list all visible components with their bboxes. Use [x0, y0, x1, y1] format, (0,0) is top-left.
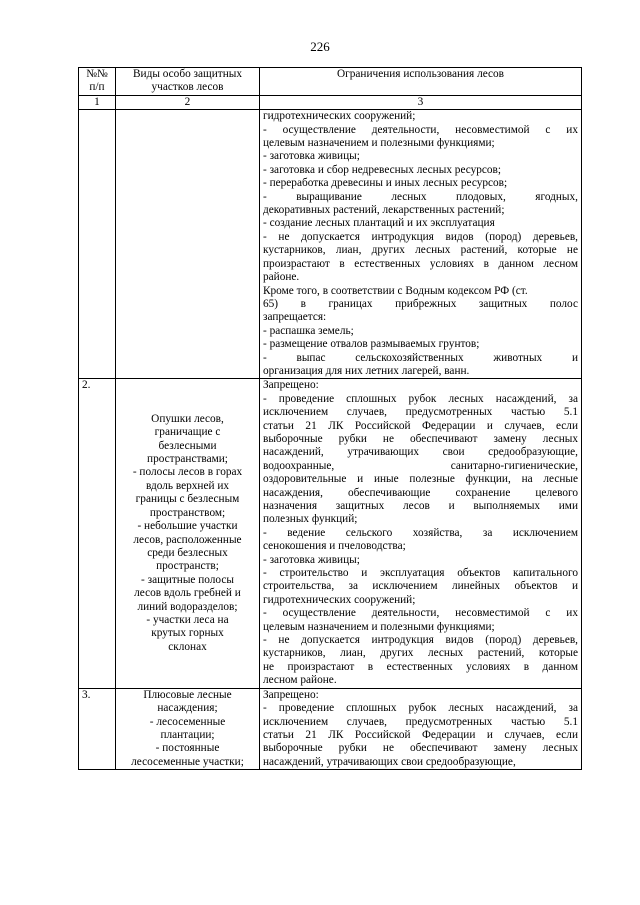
- page-number: 226: [310, 39, 330, 54]
- text-line: - заготовка живицы;: [263, 553, 360, 566]
- text-line: - не допускается интродукция видов (пород) деревьев,: [263, 230, 578, 243]
- restrictions-text: [263, 379, 578, 687]
- text-line: Плюсовые лесные: [143, 688, 232, 701]
- header-number: [79, 68, 116, 96]
- text-line: склонах: [168, 640, 207, 653]
- text-line: - переработка древесины и иных лесных ресурсов;: [263, 177, 508, 190]
- text-line: плантации;: [160, 728, 215, 741]
- text-line: целевым назначением и полезными функциями;: [263, 137, 495, 150]
- header-type-line: участков лесов: [151, 81, 224, 94]
- text-line: - защитные полосы: [141, 573, 234, 586]
- text-line: лесов вдоль гребней и: [134, 587, 241, 600]
- text-line: - выращивание лесных плодовых, ягодных,: [263, 190, 578, 203]
- text-line: гидротехнических сооружений;: [263, 593, 416, 606]
- text-line: границы с безлесным: [135, 493, 240, 506]
- text-line: исключением случаев, предусмотренных частью 5.1: [263, 406, 578, 419]
- row-number-cell: 2.: [79, 379, 116, 688]
- text-line: - осуществление деятельности, несовместимой с их: [263, 123, 578, 136]
- column-number-row: [79, 95, 582, 109]
- table-row-2: [79, 379, 582, 688]
- header-type: [116, 68, 260, 96]
- text-line: - размещение отвалов размываемых грунтов;: [263, 338, 480, 351]
- text-line: не произрастают в естественных условиях в данном: [263, 660, 578, 673]
- text-line: 65) в границах прибрежных защитных полос: [263, 297, 578, 310]
- header-number-line: п/п: [89, 81, 105, 94]
- text-line: районе.: [263, 271, 300, 284]
- text-line: линий водоразделов;: [137, 600, 238, 613]
- text-line: произрастают в естественных условиях в данном лесном: [263, 257, 578, 270]
- text-line: - проведение сплошных рубок лесных насаждений, за: [263, 702, 578, 715]
- text-line: лесном районе.: [263, 674, 337, 687]
- text-line: - полосы лесов в горах: [132, 466, 243, 479]
- text-line: Запрещено:: [263, 379, 319, 392]
- text-line: лесосеменные участки;: [131, 755, 244, 768]
- text-line: насаждений, утрачивающих свои средообразующие,: [263, 755, 516, 768]
- text-line: - строительство и эксплуатация объектов капитального: [263, 567, 578, 580]
- text-line: безлесными: [158, 439, 217, 452]
- text-line: гидротехнических сооружений;: [263, 110, 416, 123]
- text-line: - ведение сельского хозяйства, за исключением: [263, 526, 578, 539]
- text-line: насаждения, обеспечивающие сохранение целевого: [263, 486, 578, 499]
- text-line: среди безлесных: [147, 546, 228, 559]
- text-line: - участки леса на: [146, 613, 229, 626]
- text-line: кустарников, лиан, других лесных растений, которые не: [263, 244, 578, 257]
- header-restrictions: Ограничения использования лесов: [260, 68, 582, 96]
- text-line: - не допускается интродукция видов (пород) деревьев,: [263, 634, 578, 647]
- text-line: - выпас сельскохозяйственных животных и: [263, 351, 578, 364]
- text-line: целевым назначением и полезными функциями;: [263, 620, 495, 633]
- restrictions-text: [263, 689, 578, 769]
- column-number: 1: [79, 95, 116, 109]
- row-number-cell: 3.: [79, 688, 116, 769]
- header-number-line: №№: [86, 68, 108, 80]
- text-line: насаждений, утрачивающих свои средообразующие,: [263, 446, 578, 459]
- forest-area-type: [119, 413, 256, 654]
- text-line: запрещается:: [263, 311, 327, 324]
- text-line: Опушки лесов,: [151, 412, 224, 425]
- text-line: - осуществление деятельности, несовместимой с их: [263, 607, 578, 620]
- restrictions-table: [78, 67, 582, 770]
- text-line: пространств;: [156, 560, 219, 573]
- text-line: Кроме того, в соответствии с Водным кодексом РФ (ст.: [263, 284, 528, 297]
- text-line: - постоянные: [155, 742, 220, 755]
- header-type-line: Виды особо защитных: [133, 68, 242, 80]
- forest-area-type: [119, 689, 256, 769]
- table-row-3: [79, 688, 582, 769]
- text-line: кустарников, лиан, других лесных растений, которые: [263, 647, 578, 660]
- text-line: - заготовка живицы;: [263, 150, 360, 163]
- text-line: лесов, расположенные: [133, 533, 242, 546]
- text-line: вдоль верхней их: [145, 479, 230, 492]
- column-number: 3: [260, 95, 582, 109]
- restrictions-text: [263, 110, 578, 378]
- table-header-row: [79, 68, 582, 96]
- text-line: насаждения;: [157, 702, 218, 715]
- text-line: исключением случаев, предусмотренных частью 5.1: [263, 715, 578, 728]
- text-line: крутых горных: [151, 627, 224, 640]
- text-line: - распашка земель;: [263, 324, 354, 337]
- text-line: оздоровительные и иные полезные функции, на лесные: [263, 473, 578, 486]
- text-line: Запрещено:: [263, 688, 319, 701]
- row-type-cell: [116, 379, 260, 688]
- text-line: - создание лесных плантаций и их эксплуатация: [263, 217, 495, 230]
- text-line: - лесосеменные: [149, 715, 226, 728]
- text-line: статьи 21 ЛК Российской Федерации и случаев, если: [263, 728, 578, 741]
- table-row-continuation: [79, 110, 582, 379]
- text-line: декоративных растений, лекарственных растений;: [263, 204, 505, 217]
- text-line: пространством;: [149, 506, 226, 519]
- text-line: сенокошения и пчеловодства;: [263, 540, 406, 553]
- text-line: - небольшие участки: [137, 520, 238, 533]
- text-line: - проведение сплошных рубок лесных насаждений, за: [263, 392, 578, 405]
- text-line: строительства, за исключением линейных объектов и: [263, 580, 578, 593]
- text-line: - заготовка и сбор недревесных лесных ресурсов;: [263, 163, 502, 176]
- text-line: назначения защитных лесов и выполняемых ими: [263, 500, 578, 512]
- row-restrictions-cell: [260, 379, 582, 688]
- row-type-cell: [116, 688, 260, 769]
- row-restrictions-cell: [260, 688, 582, 769]
- row-restrictions-cell: [260, 110, 582, 379]
- row-number-cell: [79, 110, 116, 379]
- text-line: граничащие с: [154, 426, 221, 439]
- text-line: статьи 21 ЛК Российской Федерации и случаев, если: [263, 419, 578, 432]
- row-type-cell: [116, 110, 260, 379]
- text-line: организация для них летних лагерей, ванн.: [263, 364, 470, 377]
- text-line: выборочные рубки не обеспечивают замену лесных: [263, 432, 578, 445]
- text-line: пространствами;: [147, 453, 228, 466]
- text-line: выборочные рубки не обеспечивают замену лесных: [263, 742, 578, 755]
- column-number: 2: [116, 95, 260, 109]
- text-line: водоохранные, санитарно-гигиенические,: [263, 459, 578, 472]
- text-line: полезных функций;: [263, 513, 358, 526]
